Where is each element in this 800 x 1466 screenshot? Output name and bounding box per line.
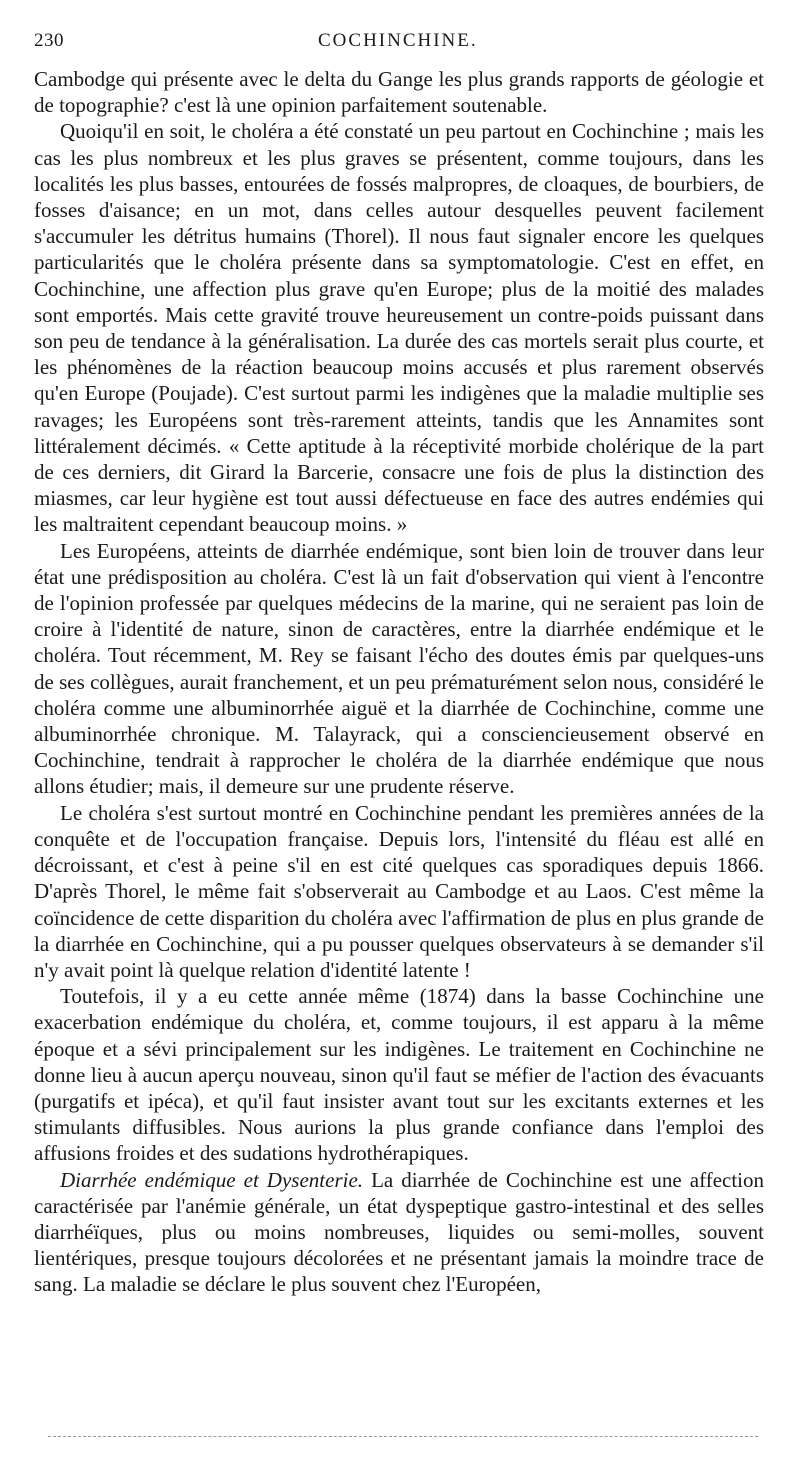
- paragraph: Le choléra s'est surtout montré en Cochinchine pendant les premières années de la conquête et de l'occupation française. Depuis lors, l'intensité du fléau est allé en décroissant, et c'est à peine s'il en est cité quelques cas sporadiques depuis 1866. D'après Thorel, le même fait s'observerait au Cambodge et au Laos. C'est même la coïncidence de cette disparition du choléra avec l'affirmation de plus en plus grande de la diarrhée en Cochinchine, qui a pu pousser quelques observateurs à se demander s'il n'y avait point là quelque relation d'identité latente !: [34, 800, 764, 982]
- section-paragraph: [34, 1167, 764, 1298]
- page-number: 230: [34, 30, 64, 51]
- running-header: [34, 26, 764, 66]
- body-text: [34, 66, 764, 1298]
- paragraph: Cambodge qui présente avec le delta du Gange les plus grands rapports de géologie et de topographie? c'est là une opinion parfaitement soutenable.: [34, 67, 764, 118]
- paragraph: Quoiqu'il en soit, le choléra a été constaté un peu partout en Cochinchine ; mais les cas les plus nombreux et les plus graves se présentent, comme toujours, dans les localités les plus basses, entourées de fossés malpropres, de cloaques, de bourbiers, de fosses d'aisance; en un mot, dans celles autour desquelles peuvent facilement s'accumuler les détritus humains (Thorel). Il nous faut signaler encore les quelques particularités que le choléra présente dans sa symptomatologie. C'est en effet, en Cochinchine, une affection plus grave qu'en Europe; plus de la moitié des malades sont emportés. Mais cette gravité trouve heureusement un contre-poids puissant dans son peu de tendance à la généralisation. La durée des cas mortels serait plus courte, et les phénomènes de la réaction beaucoup moins accusés et plus rarement observés qu'en Europe (Poujade). C'est surtout parmi les indigènes que la maladie multiplie ses ravages; les Européens sont très-rarement atteints, tandis que les Annamites sont littéralement décimés. « Cette aptitude à la réceptivité morbide cholérique de la part de ces derniers, dit Girard la Barcerie, consacre une fois de plus la distinction des miasmes, car leur hygiène est tout aussi défectueuse en face des autres endémies qui les maltraitent cependant beaucoup moins. »: [34, 119, 764, 537]
- document-page: [34, 26, 764, 1298]
- paragraph: Toutefois, il y a eu cette année même (1874) dans la basse Cochinchine une exacerbation endémique du choléra, et, comme toujours, il est apparu à la même époque et a sévi principalement sur les indigènes. Le traitement en Cochinchine ne donne lieu à aucun aperçu nouveau, sinon qu'il faut se méfier de l'action des évacuants (purgatifs et ipéca), et qu'il faut insister avant tout sur les excitants externes et les stimulants diffusibles. Nous aurions la plus grande confiance dans l'emploi des affusions froides et des sudations hydrothérapiques.: [34, 984, 764, 1166]
- paragraph: Les Européens, atteints de diarrhée endémique, sont bien loin de trouver dans leur état une prédisposition au choléra. C'est là un fait d'observation qui vient à l'encontre de l'opinion professée par quelques médecins de la marine, qui ne seraient pas loin de croire à l'identité de nature, sinon de caractères, entre la diarrhée endémique et le choléra. Tout récemment, M. Rey se faisant l'écho des doutes émis par quelques-uns de ses collègues, aurait franchement, et un peu prématurément selon nous, considéré le choléra comme une albuminorrhée aiguë et la diarrhée de Cochinchine, comme une albuminorrhée chronique. M. Talayrack, qui a consciencieusement observé en Cochinchine, tendrait à rapprocher le choléra de la diarrhée endémique que nous allons étudier; mais, il demeure sur une prudente réserve.: [34, 538, 764, 799]
- footer-rule: [48, 1436, 758, 1437]
- section-title: Diarrhée endémique et Dysenterie.: [60, 1167, 364, 1192]
- section-text: La diarrhée de Cochinchine est une affection caractérisée par l'anémie générale, un état dyspeptique gastro-intestinal et des selles diarrhéïques, plus ou moins nombreuses, liquides ou semi-molles, souvent lientériques, presque toujours décolorées et ne présentant jamais la moindre trace de sang. La maladie se déclare le plus souvent chez l'Européen,: [34, 1167, 765, 1297]
- running-title: COCHINCHINE.: [318, 30, 478, 51]
